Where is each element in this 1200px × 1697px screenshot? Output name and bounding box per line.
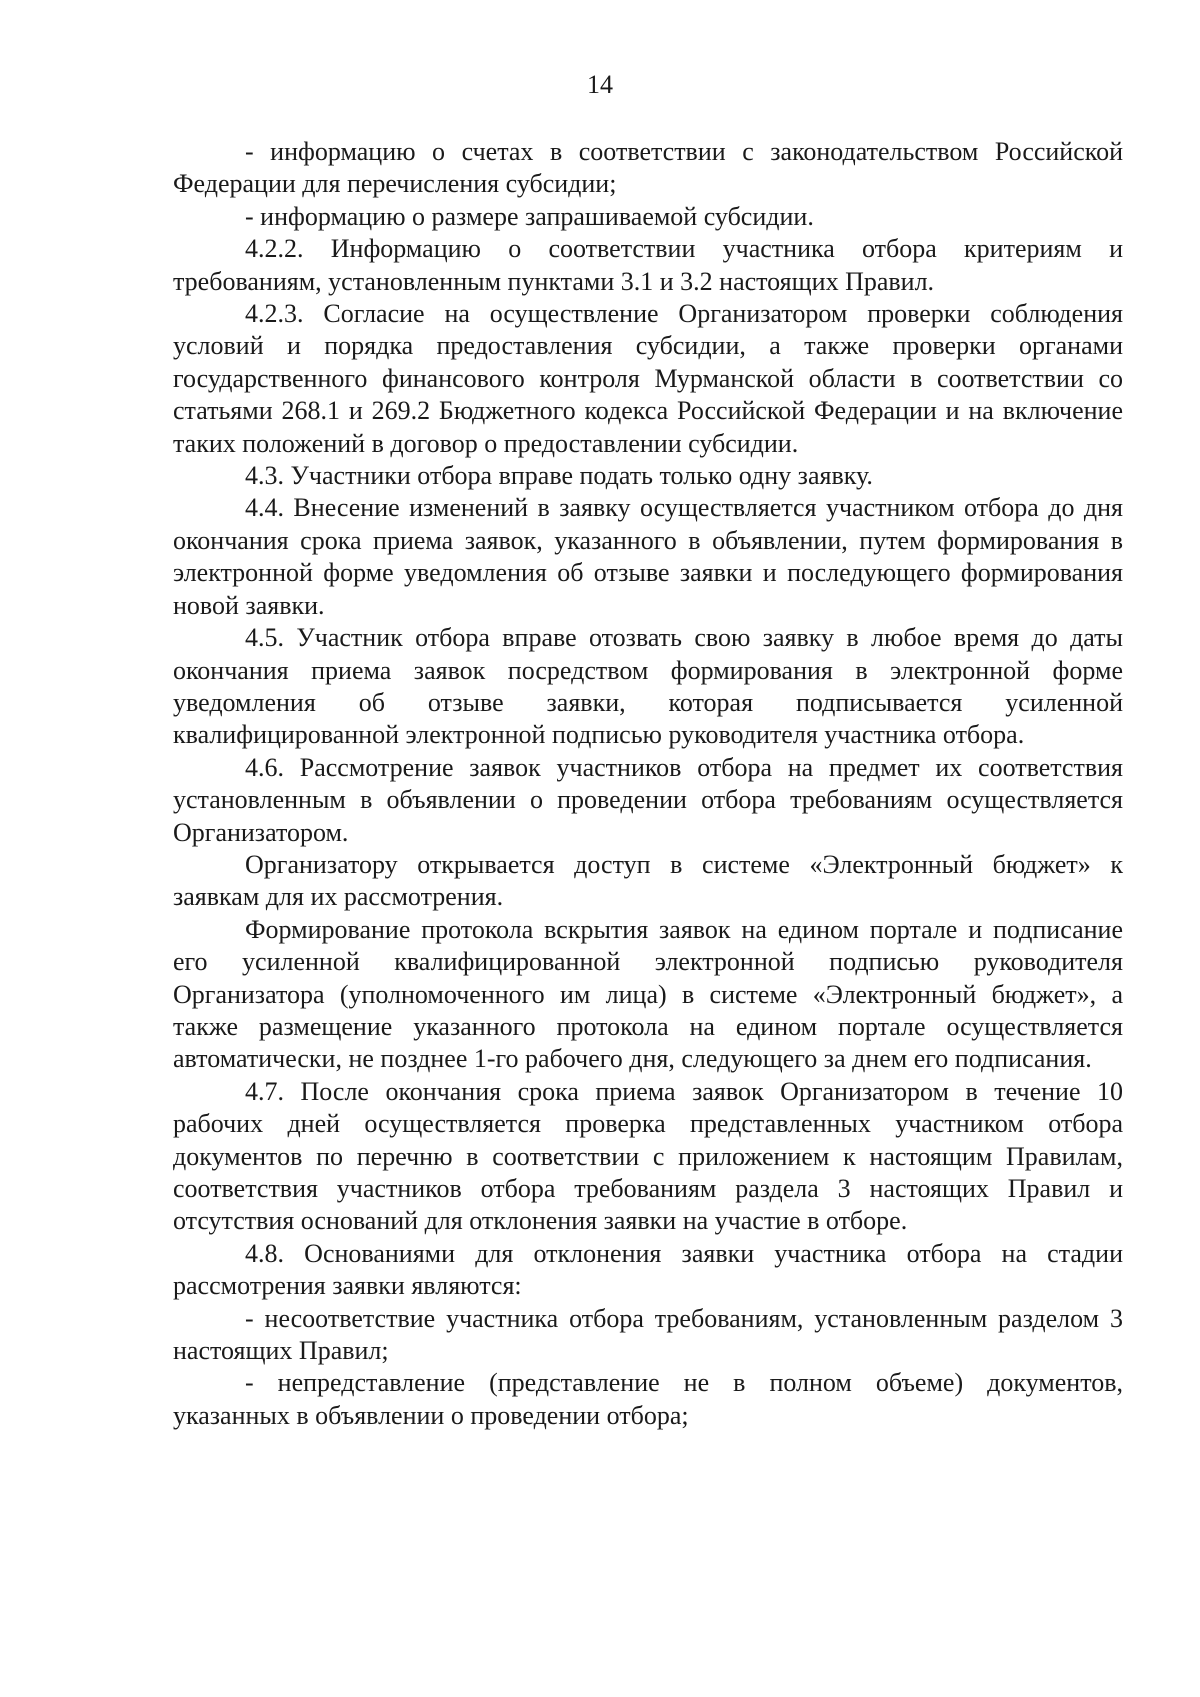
paragraph: - непредставление (представление не в полном объеме) документов, указанных в объявлении о проведении отбора; [173,1368,1123,1430]
paragraph: - несоответствие участника отбора требованиям, установленным разделом 3 настоящих Правил; [173,1303,1123,1366]
paragraph: 4.2.3. Согласие на осуществление Организатором проверки соблюдения условий и порядка предоставления субсидии, а также проверки органами государственного финансового контроля Мурманской области в соответствии со статьями 268.1 и 269.2 Бюджетного кодекса Российской Федерации и на включение таких положений в договор о предоставлении субсидии. [173,299,1123,458]
paragraph: Организатору открывается доступ в системе «Электронный бюджет» к заявкам для их рассмотрения. [173,849,1123,912]
paragraph: - информацию о размере запрашиваемой субсидии. [245,201,814,231]
paragraph: 4.3. Участники отбора вправе подать только одну заявку. [245,461,873,491]
paragraph: 4.8. Основаниями для отклонения заявки участника отбора на стадии рассмотрения заявки являются: [173,1238,1123,1301]
paragraph: 4.4. Внесение изменений в заявку осуществляется участником отбора до дня окончания срока приема заявок, указанного в объявлении, путем формирования в электронной форме уведомления об отзыве заявки и последующего формирования новой заявки. [173,493,1123,620]
paragraph: 4.2.2. Информацию о соответствии участника отбора критериям и требованиям, установленным пунктами 3.1 и 3.2 настоящих Правил. [173,234,1123,296]
page-number: 14 [587,70,613,99]
paragraph: 4.7. После окончания срока приема заявок Организатором в течение 10 рабочих дней осуществляется проверка представленных участником отбора документов по перечню в соответствии с приложением к настоящим Правилам, соответствия участников отбора требованиям раздела 3 настоящих Правил и отсутствия оснований для отклонения заявки на участие в отборе. [173,1076,1123,1236]
paragraph: 4.5. Участник отбора вправе отозвать свою заявку в любое время до даты окончания приема заявок посредством формирования в электронной форме уведомления об отзыве заявки, которая подписывается усиленной квалифицированной электронной подписью руководителя участника отбора. [173,623,1123,750]
paragraph: Формирование протокола вскрытия заявок на едином портале и подписание его усиленной квалифицированной электронной подписью руководителя Организатора (уполномоченного им лица) в системе «Электронный бюджет», а также размещение указанного протокола на едином портале осуществляется автоматически, не позднее 1-го рабочего дня, следующего за днем его подписания. [173,914,1123,1074]
paragraph: 4.6. Рассмотрение заявок участников отбора на предмет их соответствия установленным в объявлении о проведении отбора требованиям осуществляется Организатором. [173,752,1123,847]
paragraph: - информацию о счетах в соответствии с законодательством Российской Федерации для перечисления субсидии; [173,137,1123,199]
document-body [173,136,1123,1432]
